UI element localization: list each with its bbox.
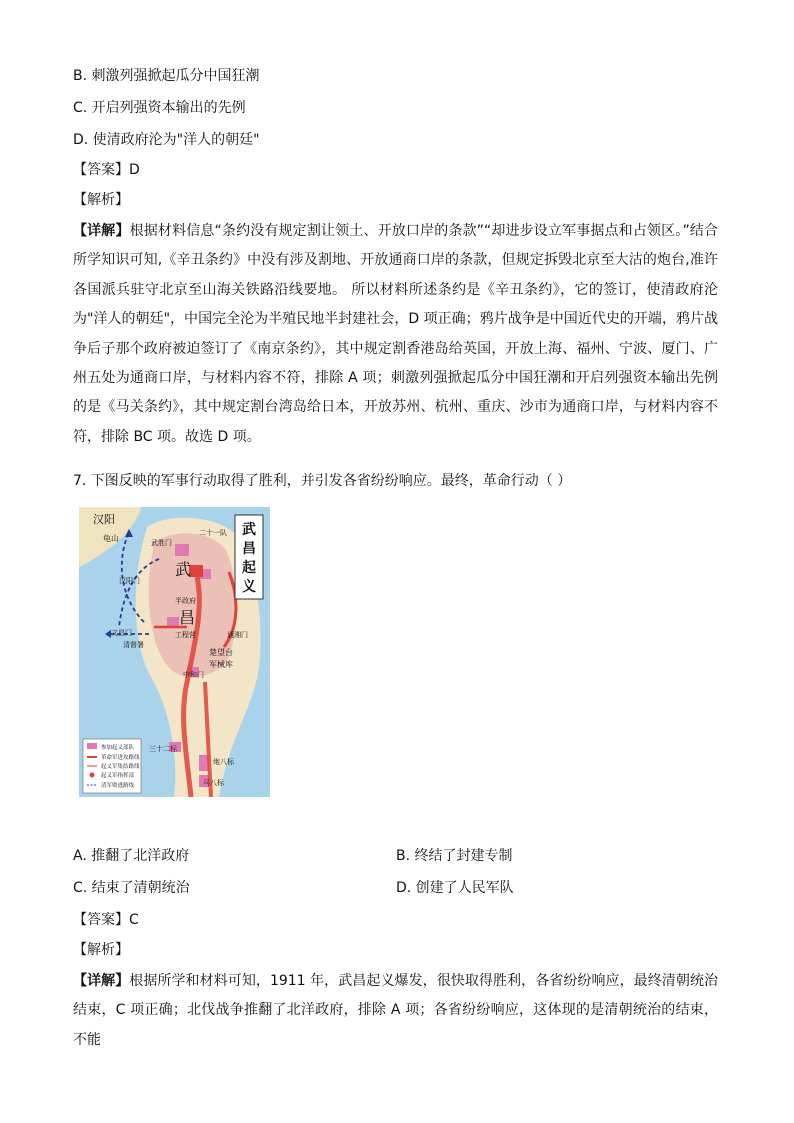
command-post (189, 565, 203, 577)
q7-option-c: C. 结束了清朝统治 (73, 880, 190, 896)
map-title-char: 武 (242, 522, 256, 538)
legend-item: 清军败逃路线 (101, 783, 135, 789)
label-zhonghemen: 中和门 (183, 671, 204, 679)
q6-option-b: B. 刺激列强掀起瓜分中国狂潮 (73, 68, 260, 84)
q6-option-c: C. 开启列强资本输出的先例 (73, 100, 246, 116)
label-chang: 昌 (179, 608, 196, 627)
q6-detail-tag: 【详解】 (73, 223, 130, 239)
q6-answer: 【答案】D (73, 162, 140, 178)
legend-item: 参加起义部队 (101, 745, 135, 751)
label-tongxiangmen: 通湘门 (227, 631, 248, 639)
label-qingduyamen: 清督署 (123, 641, 144, 649)
legend-item: 起义军集结路线 (101, 764, 140, 770)
label-wushengmen: 武胜门 (151, 539, 172, 547)
legend-item: 起义军指挥部 (101, 773, 135, 779)
label-junxieku: 军械库 (209, 660, 233, 669)
troop-block (175, 544, 189, 556)
wuchang-uprising-map (79, 507, 270, 797)
map-title-char: 义 (242, 579, 256, 595)
q6-detail (73, 217, 718, 452)
label-guishan: 龟山 (103, 534, 119, 543)
q6-detail-text: 根据材料信息“条约没有规定割让领土、开放口岸的条款”“却进步设立军事据点和占领区。”结合所学知识可知,《辛丑条约》中没有涉及割地、开放通商口岸的条款，但规定拆毁北京至大沽的炮台,准许各国派兵驻守北京至山海关铁路沿线要地。 所以材料所述条约是《辛丑条约》，它的签订，使清政府沦为"洋人的朝廷"，中国完全沦为半殖民地半封建社会，D 项正确；鸦片战争是中国近代史的开端，鸦片战争后子那个政府被迫签订了《南京条约》，其中规定割香港岛给英国，开放上海、福州、宁波、厦门、广州五处为通商口岸，与材料内容不符，排除 A 项；刺激列强掀起瓜分中国狂潮和开启列强资本输出先例的是《马关条约》，其中规定割台湾岛给日本，开放苏州、杭州、重庆、沙市为通商口岸，与材料内容不符，排除 BC 项。故选 D 项。 (73, 223, 718, 445)
q7-detail (73, 967, 718, 1055)
q7-stem: 7. 下图反映的军事行动取得了胜利，并引发各省纷纷响应。最终，革命行动（ ） (73, 473, 572, 489)
label-hanyang: 汉阳 (93, 513, 115, 526)
q7-option-d: D. 创建了人民军队 (396, 880, 514, 896)
q6-option-d: D. 使清政府沦为"洋人的朝廷" (73, 132, 260, 148)
legend-item: 革命军进攻路线 (101, 755, 140, 761)
label-mabiao: 马八标 (203, 779, 224, 787)
q7-analysis-label: 【解析】 (73, 942, 129, 958)
q7-option-a: A. 推翻了北洋政府 (73, 848, 190, 864)
map-title-char: 昌 (242, 541, 256, 557)
q7-detail-text: 根据所学和材料可知，1911 年，武昌起义爆发，很快取得胜利，各省纷纷响应，最终清朝统治结束，C 项正确；北伐战争推翻了北洋政府，排除 A 项；各省纷纷响应，这体现的是清朝统治的结束，不能 (73, 973, 719, 1048)
label-bannfu: 半政府 (175, 597, 196, 605)
q7-detail-tag: 【详解】 (73, 973, 130, 989)
label-chuwangtai: 楚望台 (209, 648, 233, 657)
label-paobabiao: 炮八标 (213, 758, 234, 766)
label-gongchengying: 工程营 (175, 631, 196, 639)
q7-option-b: B. 终结了封建专制 (396, 848, 513, 864)
label-unit21: 二十一队 (199, 529, 227, 537)
label-hanyangmen: 汉阳门 (119, 577, 140, 585)
label-32biao: 三十二标 (149, 745, 177, 753)
q7-answer: 【答案】C (73, 912, 139, 928)
label-wu: 武 (175, 560, 192, 579)
label-wenchangmen: 文昌门 (111, 629, 132, 637)
q6-analysis-label: 【解析】 (73, 192, 129, 208)
map-title-char: 起 (242, 560, 256, 576)
